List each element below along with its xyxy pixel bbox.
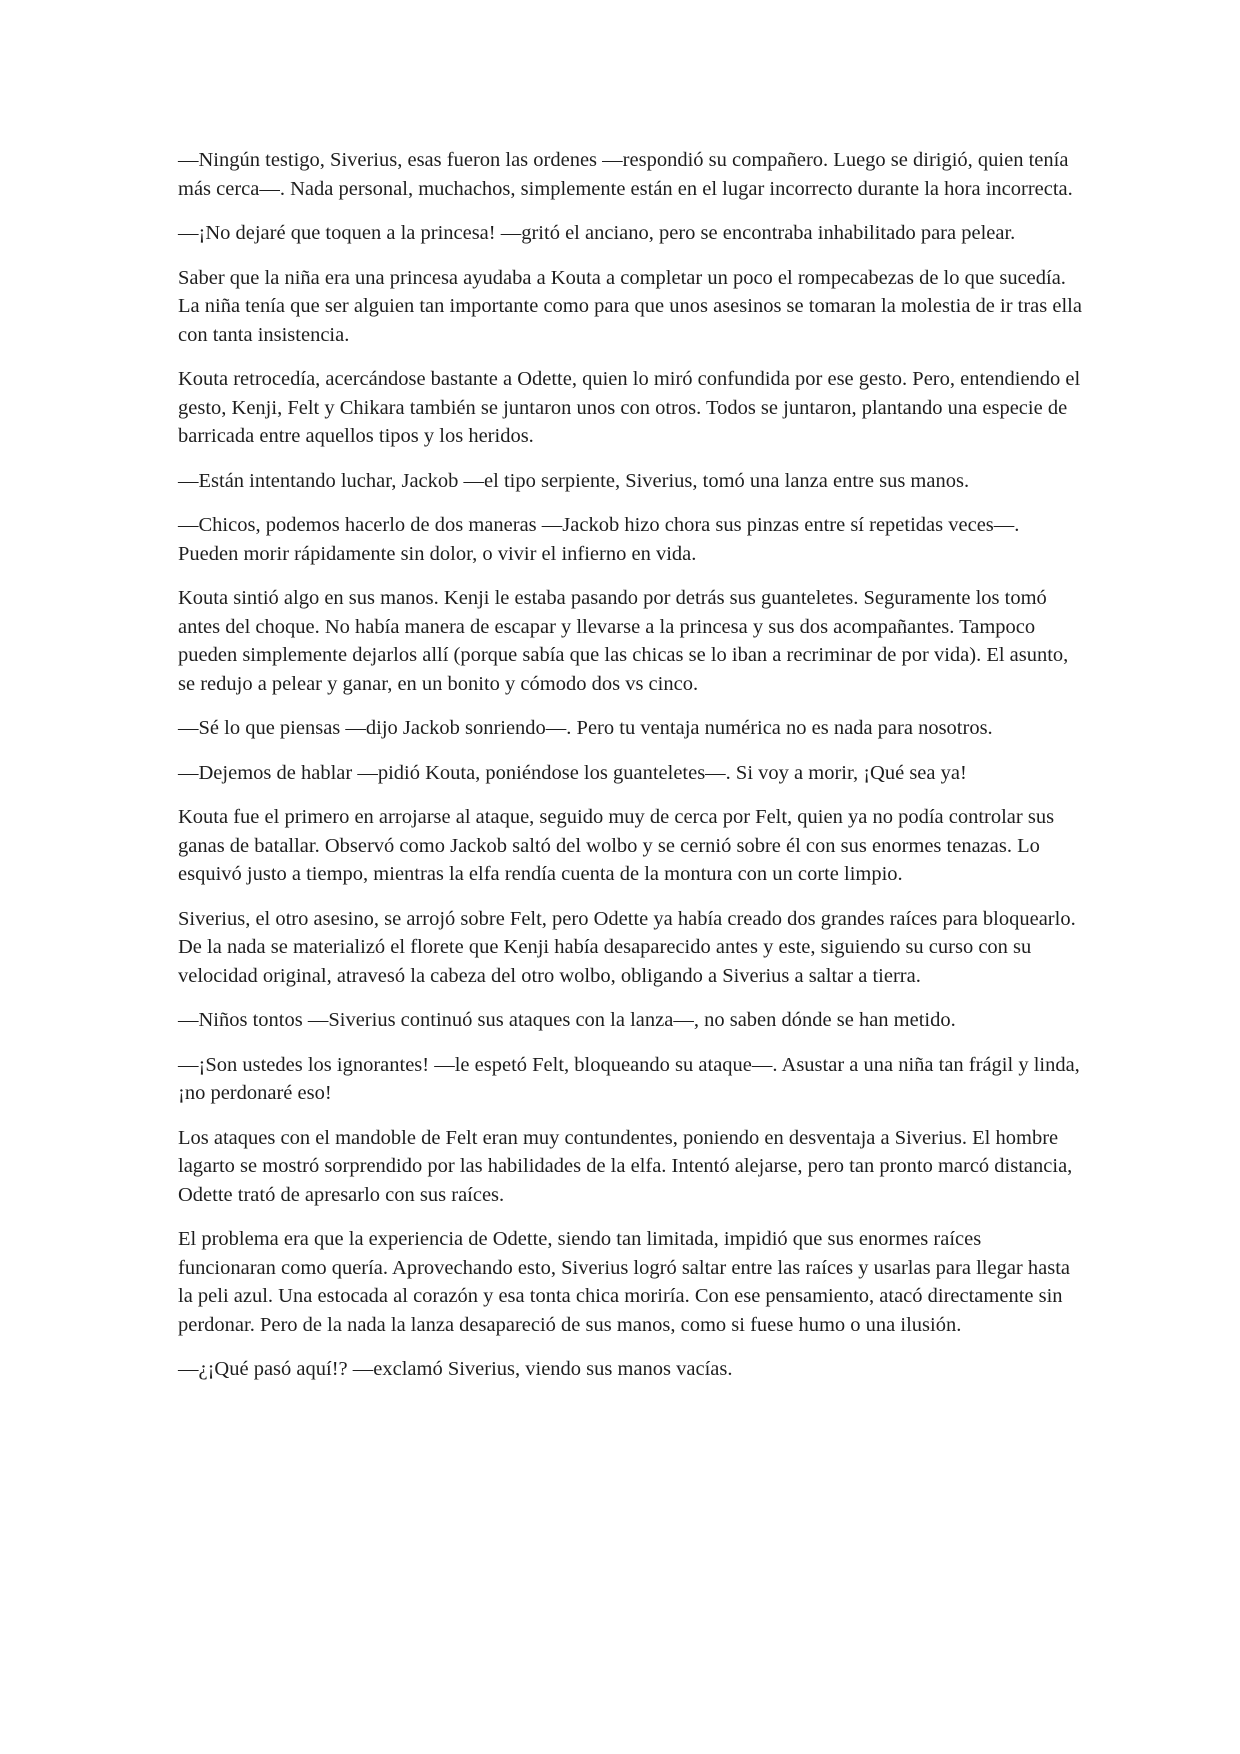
paragraph: El problema era que la experiencia de Odette, siendo tan limitada, impidió que sus enormes raíces funcionaran como quería. Aprovechando esto, Siverius logró saltar entre las raíces y usarlas para llegar hasta la peli azul. Una estocada al corazón y esa tonta chica moriría. Con ese pensamiento, atacó directamente sin perdonar. Pero de la nada la lanza desapareció de sus manos, como si fuese humo o una ilusión.	[178, 1228, 1070, 1336]
paragraph: Siverius, el otro asesino, se arrojó sobre Felt, pero Odette ya había creado dos grandes raíces para bloquearlo. De la nada se materializó el florete que Kenji había desaparecido antes y este, siguiendo su curso con su velocidad original, atravesó la cabeza del otro wolbo, obligando a Siverius a saltar a tierra.	[178, 907, 1076, 987]
paragraph: —Ningún testigo, Siverius, esas fueron las ordenes —respondió su compañero. Luego se dirigió, quien tenía más cerca—. Nada personal, muchachos, simplemente están en el lugar incorrecto durante la hora incorrecta.	[178, 149, 1073, 200]
paragraph: —Sé lo que piensas —dijo Jackob sonriendo—. Pero tu ventaja numérica no es nada para nosotros.	[178, 717, 993, 739]
paragraph: —Están intentando luchar, Jackob —el tipo serpiente, Siverius, tomó una lanza entre sus manos.	[178, 469, 970, 492]
paragraph: Kouta retrocedía, acercándose bastante a Odette, quien lo miró confundida por ese gesto. Pero, entendiendo el gesto, Kenji, Felt y Chikara también se juntaron unos con otros. Todos se juntaron, plantando una especie de barricada entre aquellos tipos y los heridos.	[178, 368, 1081, 447]
paragraph: —Dejemos de hablar —pidió Kouta, poniéndose los guanteletes—. Si voy a morir, ¡Qué sea ya!	[178, 761, 967, 784]
paragraph: Kouta fue el primero en arrojarse al ataque, seguido muy de cerca por Felt, quien ya no podía controlar sus ganas de batallar. Observó como Jackob saltó del wolbo y se cernió sobre él con sus enormes tenazas. Lo esquivó justo a tiempo, mientras la elfa rendía cuenta de la montura con un corte limpio.	[178, 806, 1055, 885]
paragraph: —Chicos, podemos hacerlo de dos maneras —Jackob hizo chora sus pinzas entre sí repetidas veces—. Pueden morir rápidamente sin dolor, o vivir el infierno en vida.	[178, 514, 1020, 565]
body-text	[178, 146, 1082, 1400]
paragraph: —¡Son ustedes los ignorantes! —le espetó Felt, bloqueando su ataque—. Asustar a una niña tan frágil y linda, ¡no perdonaré eso!	[178, 1053, 1080, 1104]
paragraph: Los ataques con el mandoble de Felt eran muy contundentes, poniendo en desventaja a Siverius. El hombre lagarto se mostró sorprendido por las habilidades de la elfa. Intentó alejarse, pero tan pronto marcó distancia, Odette trató de apresarlo con sus raíces.	[178, 1126, 1073, 1206]
paragraph: —¡No dejaré que toquen a la princesa! —gritó el anciano, pero se encontraba inhabilitado para pelear.	[178, 222, 1016, 244]
paragraph: —¿¡Qué pasó aquí!? —exclamó Siverius, viendo sus manos vacías.	[178, 1358, 733, 1380]
paragraph: Kouta sintió algo en sus manos. Kenji le estaba pasando por detrás sus guanteletes. Seguramente los tomó antes del choque. No había manera de escapar y llevarse a la princesa y sus dos acompañantes. Tampoco pueden simplemente dejarlos allí (porque sabía que las chicas se lo iban a recriminar de por vida). El asunto, se redujo a pelear y ganar, en un bonito y cómodo dos vs cinco.	[178, 587, 1069, 695]
paragraph: —Niños tontos —Siverius continuó sus ataques con la lanza—, no saben dónde se han metido.	[178, 1009, 956, 1031]
paragraph: Saber que la niña era una princesa ayudaba a Kouta a completar un poco el rompecabezas de lo que sucedía. La niña tenía que ser alguien tan importante como para que unos asesinos se tomaran la molestia de ir tras ella con tanta insistencia.	[178, 266, 1082, 346]
